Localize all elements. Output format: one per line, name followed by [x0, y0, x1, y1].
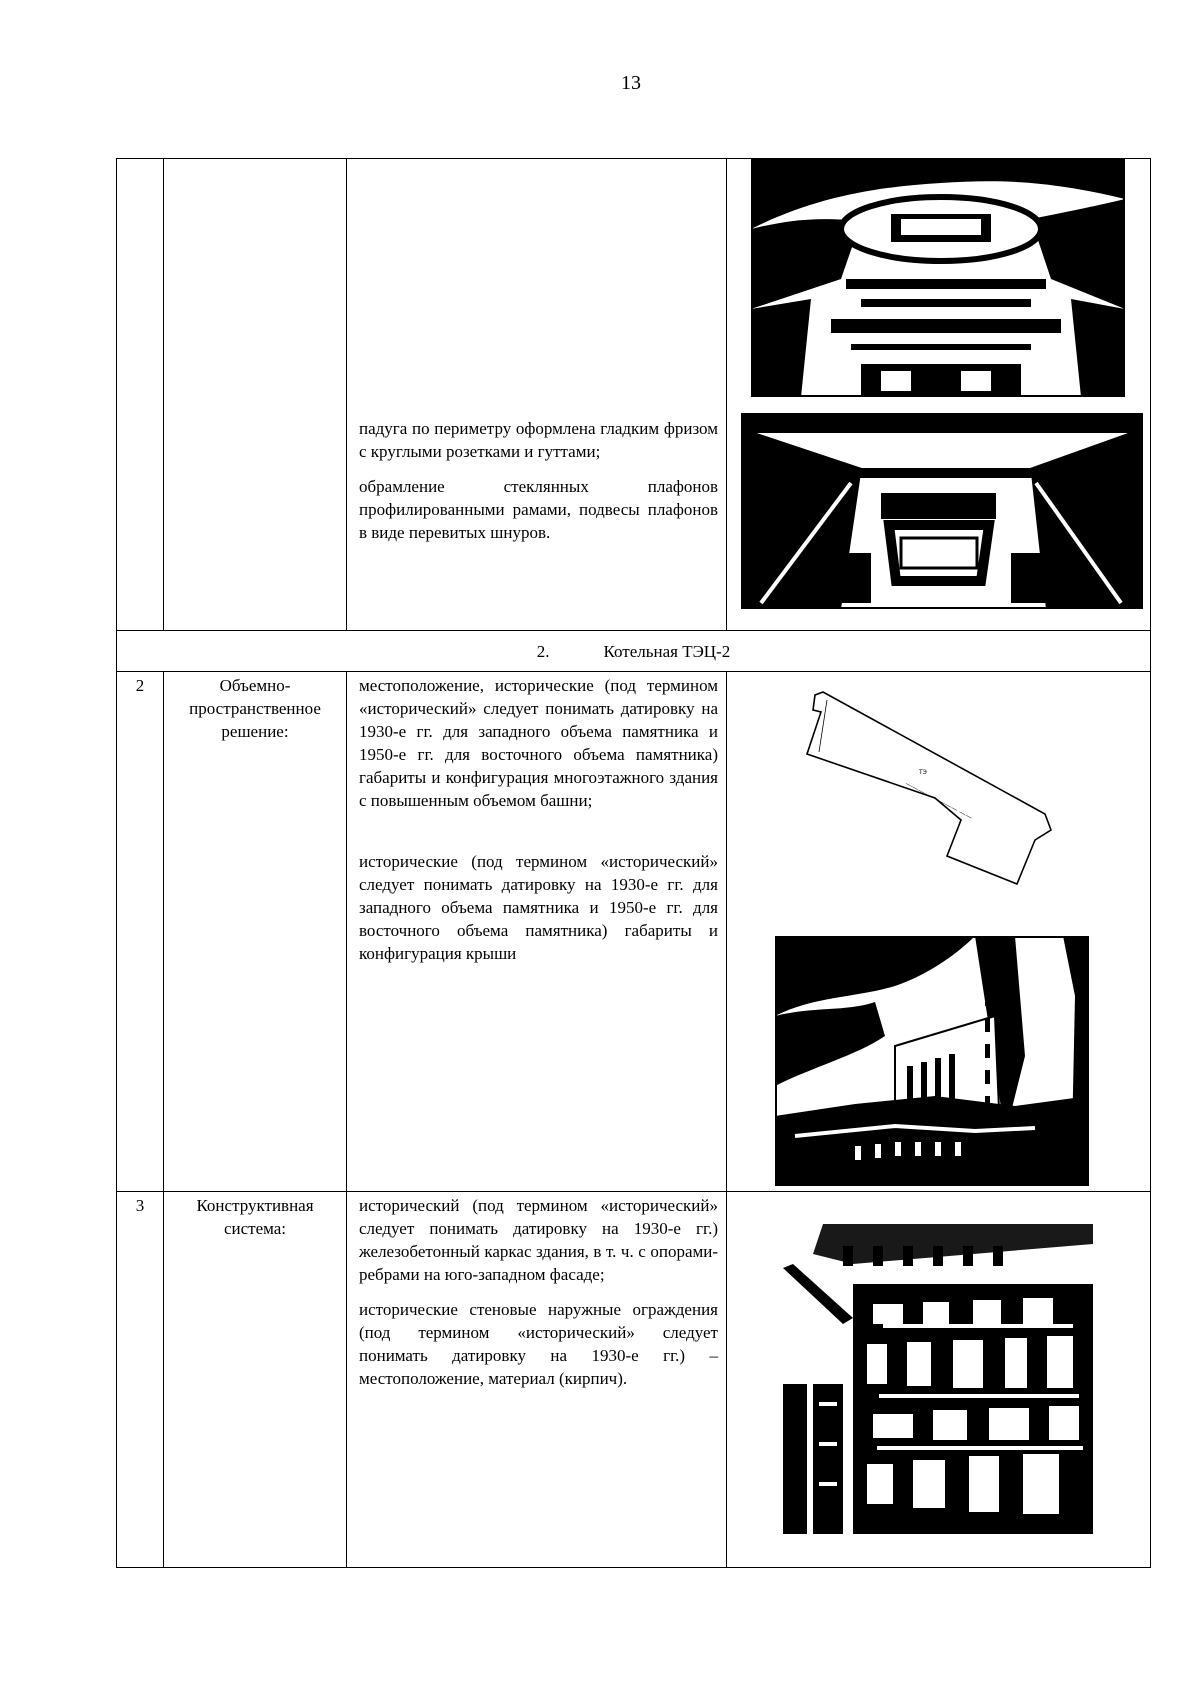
row-name-cell: Объемно-пространственное решение: — [164, 672, 347, 1192]
row-name-cell — [164, 159, 347, 631]
structural-frame-photo — [783, 1224, 1099, 1534]
svg-text:ТЭ: ТЭ — [919, 769, 927, 776]
ceiling-photo-bottom — [741, 413, 1143, 609]
section-number: 2. — [536, 641, 550, 661]
row-description-cell — [347, 672, 727, 1192]
description-paragraph: исторические (под термином «исторический» следует понимать датировку на 1930-е гг. для западного объема памятника и 1950-е гг. для восточного объема памятника) габариты и конфигурация крыши — [359, 852, 718, 963]
building-facade-photo — [775, 936, 1089, 1186]
row-description-cell — [347, 1192, 727, 1568]
description-paragraph: исторический (под термином «исторический» следует понимать датировку на 1930-е гг.) железобетонный каркас здания, в т. ч. с опорами-ребрами на юго-западном фасаде; — [359, 1196, 718, 1284]
description-paragraph: обрамление стеклянных плафонов профилированными рамами, подвесы плафонов в виде перевитых шнуров. — [359, 477, 718, 542]
monument-subject-table — [116, 158, 1151, 1568]
section-row — [117, 631, 1151, 672]
description-paragraph: исторические стеновые наружные ограждения (под термином «исторический» следует понимать датировку на 1930-е гг.) – местоположение, материал (кирпич). — [359, 1300, 718, 1388]
row-photo-cell — [727, 159, 1151, 631]
table-row — [117, 1192, 1151, 1568]
row-number-cell: 2 — [117, 672, 164, 1192]
ceiling-photo-top — [751, 159, 1125, 397]
row-photo-cell — [727, 1192, 1151, 1568]
table-row — [117, 672, 1151, 1192]
row-photo-cell — [727, 672, 1151, 1192]
section-heading — [117, 631, 1151, 672]
row-number-cell — [117, 159, 164, 631]
table-row-continued — [117, 159, 1151, 631]
description-paragraph: падуга по периметру оформлена гладким фризом с круглыми розетками и гуттами; — [359, 419, 718, 461]
page-number: 13 — [621, 72, 641, 94]
section-title: Котельная ТЭЦ-2 — [603, 641, 731, 661]
description-paragraph: местоположение, исторические (под термином «исторический» следует понимать датировку на 1930-е гг. для западного объема памятника и 1950-е гг. для восточного объема памятника) габариты и конфигурация многоэтажного здания с повышенным объемом башни; — [359, 676, 718, 810]
row-description-cell — [347, 159, 727, 631]
site-plan-drawing — [785, 690, 1055, 890]
row-number-cell: 3 — [117, 1192, 164, 1568]
svg-text:————— ——— ——: ————— ——— —— — [904, 779, 974, 822]
row-name-cell: Конструктивная система: — [164, 1192, 347, 1568]
